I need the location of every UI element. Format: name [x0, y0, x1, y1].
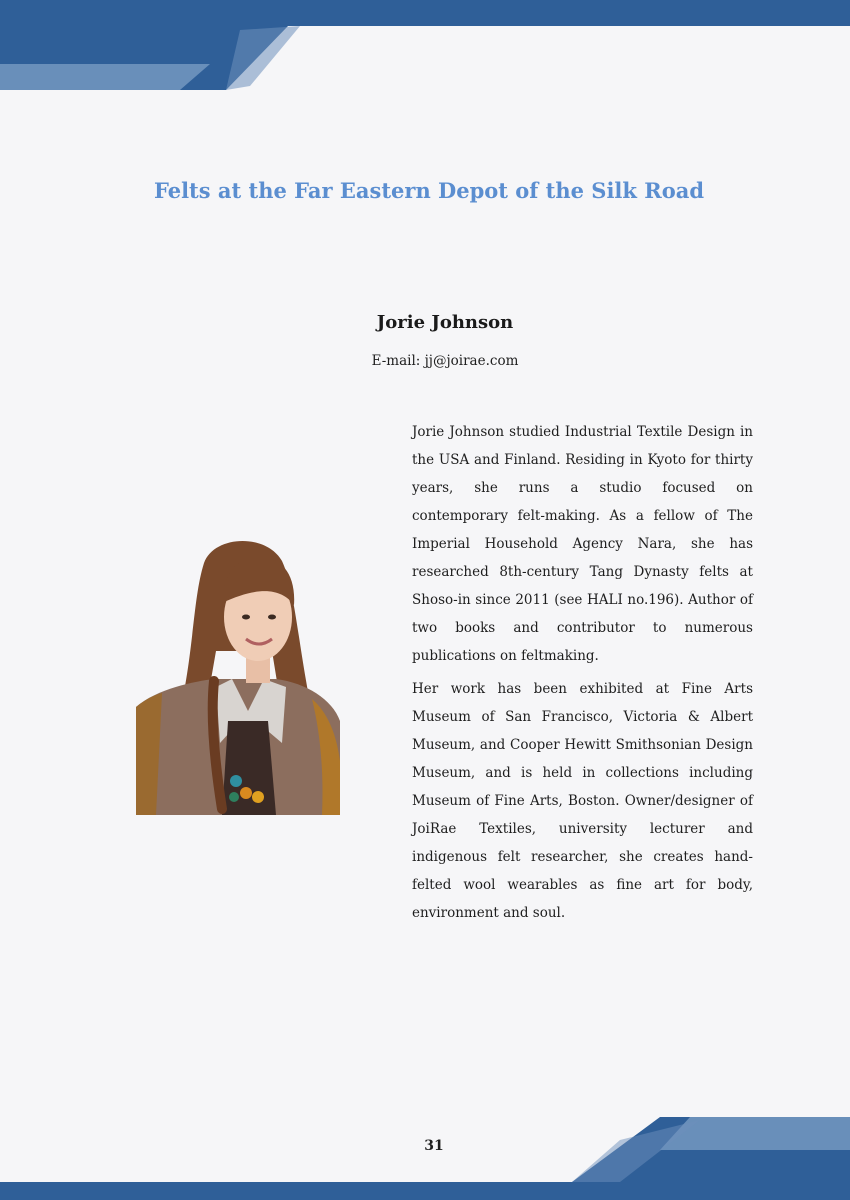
page-number: 31 — [424, 1138, 444, 1154]
author-bio — [412, 418, 753, 927]
document-title: Felts at the Far Eastern Depot of the Silk Road — [153, 178, 705, 203]
bottom-banner — [0, 1117, 850, 1200]
bio-paragraph-1: Jorie Johnson studied Industrial Textile Design in the USA and Finland. Residing in Kyoto for thirty years, she runs a studio focused on contemporary felt-making. As a fellow of The Imperial Household Agency Nara, she has researched 8th-century Tang Dynasty felts at Shoso-in since 2011 (see HALI no.196). Author of two books and contributor to numerous publications on feltmaking. — [412, 424, 753, 664]
author-email: E-mail: jj@joirae.com — [371, 353, 519, 369]
author-portrait — [136, 531, 340, 815]
top-banner — [0, 0, 850, 90]
author-name: Jorie Johnson — [376, 312, 514, 333]
bio-paragraph-2: Her work has been exhibited at Fine Arts Museum of San Francisco, Victoria & Albert Museum, and Cooper Hewitt Smithsonian Design Museum, and is held in collections including Museum of Fine Arts, Boston. Owner/designer of JoiRae Textiles, university lecturer and indigenous felt researcher, she creates hand-felted wool wearables as fine art for body, environment and soul. — [412, 681, 753, 921]
